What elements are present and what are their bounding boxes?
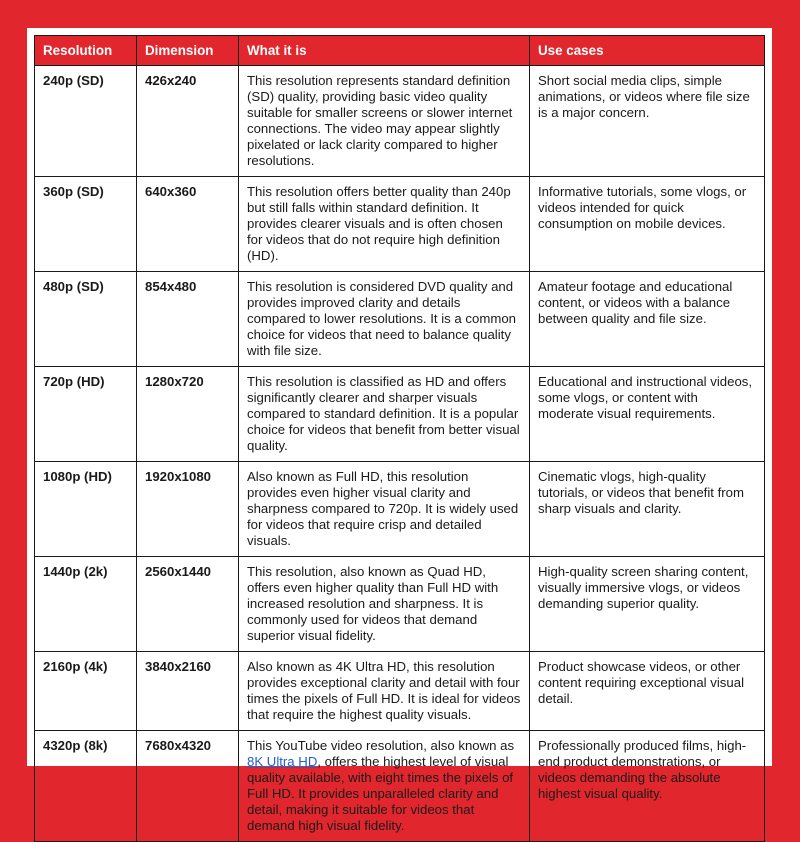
resolution-cell: 720p (HD) — [35, 367, 137, 462]
table-header-row — [35, 36, 765, 66]
8k-ultra-hd-link[interactable]: 8K Ultra HD — [247, 754, 318, 769]
table-row — [35, 652, 765, 731]
table-row — [35, 462, 765, 557]
description-cell: This resolution offers better quality than 240p but still falls within standard definition. It provides clearer visuals and is often chosen for videos that do not require high definition (HD). — [239, 177, 530, 272]
description-text: , offers the highest level of visual quality available, with eight times the pixels of Full HD. It provides unparalleled clarity and detail, making it suitable for videos that demand high visual fidelity. — [247, 754, 514, 833]
resolution-table — [34, 35, 765, 842]
use-cases-cell: High-quality screen sharing content, visually immersive vlogs, or videos demanding superior quality. — [530, 557, 765, 652]
resolution-cell: 4320p (8k) — [35, 731, 137, 842]
header-use-cases: Use cases — [530, 36, 765, 66]
use-cases-cell: Short social media clips, simple animations, or videos where file size is a major concern. — [530, 66, 765, 177]
resolution-cell: 1080p (HD) — [35, 462, 137, 557]
description-cell: Also known as 4K Ultra HD, this resolution provides exceptional clarity and detail with four times the pixels of Full HD. It is ideal for videos that require the highest quality visuals. — [239, 652, 530, 731]
dimension-cell: 2560x1440 — [137, 557, 239, 652]
description-cell: This resolution, also known as Quad HD, offers even higher quality than Full HD with increased resolution and sharpness. It is commonly used for videos that demand superior visual fidelity. — [239, 557, 530, 652]
description-cell: This resolution represents standard definition (SD) quality, providing basic video quality suitable for smaller screens or slower internet connections. The video may appear slightly pixelated or lack clarity compared to higher resolutions. — [239, 66, 530, 177]
description-cell: Also known as Full HD, this resolution provides even higher visual clarity and sharpness compared to 720p. It is widely used for videos that require crisp and detailed visuals. — [239, 462, 530, 557]
description-text: This YouTube video resolution, also known as — [247, 738, 515, 753]
use-cases-cell: Educational and instructional videos, some vlogs, or content with moderate visual requirements. — [530, 367, 765, 462]
table-row — [35, 66, 765, 177]
header-resolution: Resolution — [35, 36, 137, 66]
description-cell: This resolution is considered DVD quality and provides improved clarity and details compared to lower resolutions. It is a common choice for videos that need to balance quality with file size. — [239, 272, 530, 367]
dimension-cell: 7680x4320 — [137, 731, 239, 842]
use-cases-cell: Cinematic vlogs, high-quality tutorials, or videos that benefit from sharp visuals and clarity. — [530, 462, 765, 557]
dimension-cell: 3840x2160 — [137, 652, 239, 731]
table-row — [35, 177, 765, 272]
description-cell — [239, 731, 530, 842]
header-dimension: Dimension — [137, 36, 239, 66]
resolution-cell: 480p (SD) — [35, 272, 137, 367]
table-row — [35, 731, 765, 842]
content-card — [27, 28, 772, 833]
resolution-cell: 360p (SD) — [35, 177, 137, 272]
table-row — [35, 367, 765, 462]
table-row — [35, 557, 765, 652]
resolution-cell: 2160p (4k) — [35, 652, 137, 731]
use-cases-cell: Product showcase videos, or other content requiring exceptional visual detail. — [530, 652, 765, 731]
dimension-cell: 640x360 — [137, 177, 239, 272]
header-what-it-is: What it is — [239, 36, 530, 66]
dimension-cell: 1280x720 — [137, 367, 239, 462]
dimension-cell: 426x240 — [137, 66, 239, 177]
use-cases-cell: Informative tutorials, some vlogs, or videos intended for quick consumption on mobile devices. — [530, 177, 765, 272]
description-cell: This resolution is classified as HD and offers significantly clearer and sharper visuals compared to standard definition. It is a popular choice for videos that benefit from better visual quality. — [239, 367, 530, 462]
dimension-cell: 1920x1080 — [137, 462, 239, 557]
resolution-cell: 240p (SD) — [35, 66, 137, 177]
resolution-cell: 1440p (2k) — [35, 557, 137, 652]
table-row — [35, 272, 765, 367]
use-cases-cell: Amateur footage and educational content, or videos with a balance between quality and file size. — [530, 272, 765, 367]
use-cases-cell: Professionally produced films, high-end product demonstrations, or videos demanding the absolute highest visual quality. — [530, 731, 765, 842]
dimension-cell: 854x480 — [137, 272, 239, 367]
